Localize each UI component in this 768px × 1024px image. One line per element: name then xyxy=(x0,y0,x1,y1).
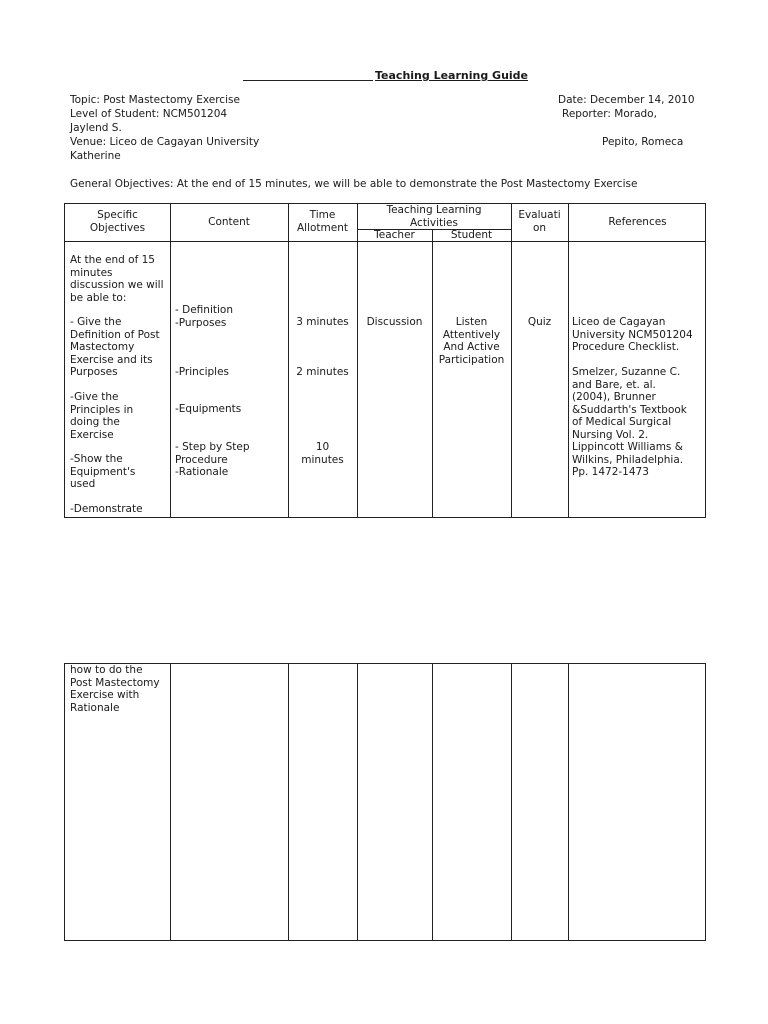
objective-equipment: -Show the Equipment's used xyxy=(70,453,136,490)
reference-liceo: Liceo de Cagayan University NCM501204 Procedure Checklist. xyxy=(572,316,693,353)
content-principles: -Principles xyxy=(175,366,230,378)
venue-text: Venue: Liceo de Cagayan University xyxy=(70,136,260,148)
time-principles: 2 minutes xyxy=(296,366,349,378)
header-teaching-learning-activities: Teaching Learning Activities xyxy=(386,204,482,229)
header-content: Content xyxy=(208,216,250,228)
objective-principles: -Give the Principles in doing the Exercise xyxy=(70,391,134,441)
header-specific-objectives: Specific Objectives xyxy=(89,209,146,234)
header-time-allotment: Time Allotment xyxy=(296,209,349,234)
student-activity: Listen Attentively And Active Participation xyxy=(438,316,505,366)
evaluation-method: Quiz xyxy=(527,316,552,328)
objective-demonstrate-continued: how to do the Post Mastectomy Exercise with Rationale xyxy=(70,664,160,714)
header-references: References xyxy=(608,216,667,228)
header-evaluation: Evaluati on xyxy=(518,209,561,234)
content-definition: - Definition -Purposes xyxy=(175,304,233,329)
reporter-text: Reporter: Morado, xyxy=(562,108,657,120)
general-objectives-text: General Objectives: At the end of 15 minutes, we will be able to demonstrate the Post Mastectomy Exercise xyxy=(70,178,638,190)
date-text: Date: December 14, 2010 xyxy=(558,94,695,106)
topic-text: Topic: Post Mastectomy Exercise xyxy=(70,94,240,106)
objective-definition: - Give the Definition of Post Mastectomy Exercise and its Purposes xyxy=(70,316,160,378)
header-teacher: Teacher xyxy=(374,229,415,241)
level-text: Level of Student: NCM501204 xyxy=(70,108,228,120)
title-underline-rule xyxy=(243,80,373,81)
header-student: Student xyxy=(450,229,493,241)
level-continuation-text: Jaylend S. xyxy=(70,122,122,134)
content-equipments: -Equipments xyxy=(175,403,242,415)
reference-smelzer: Smelzer, Suzanne C. and Bare, et. al. (2004), Brunner &Suddarth's Textbook of Medical Surgical Nursing Vol. 2. Lippincott Williams & Wilkins, Philadelphia. Pp. 1472-1473 xyxy=(572,366,687,478)
page-title: Teaching Learning Guide xyxy=(375,69,529,82)
objective-demonstrate: -Demonstrate xyxy=(70,503,143,515)
venue-continuation-text: Katherine xyxy=(70,150,121,162)
time-procedure: 10 minutes xyxy=(301,441,344,466)
teaching-guide-table xyxy=(64,203,706,518)
teacher-activity: Discussion xyxy=(366,316,423,328)
time-definition: 3 minutes xyxy=(296,316,349,328)
teaching-guide-table-continued xyxy=(64,663,706,941)
objectives-intro: At the end of 15 minutes discussion we will be able to: xyxy=(70,254,164,304)
content-procedure: - Step by Step Procedure -Rationale xyxy=(175,441,250,478)
reporter-continuation-text: Pepito, Romeca xyxy=(602,136,684,148)
